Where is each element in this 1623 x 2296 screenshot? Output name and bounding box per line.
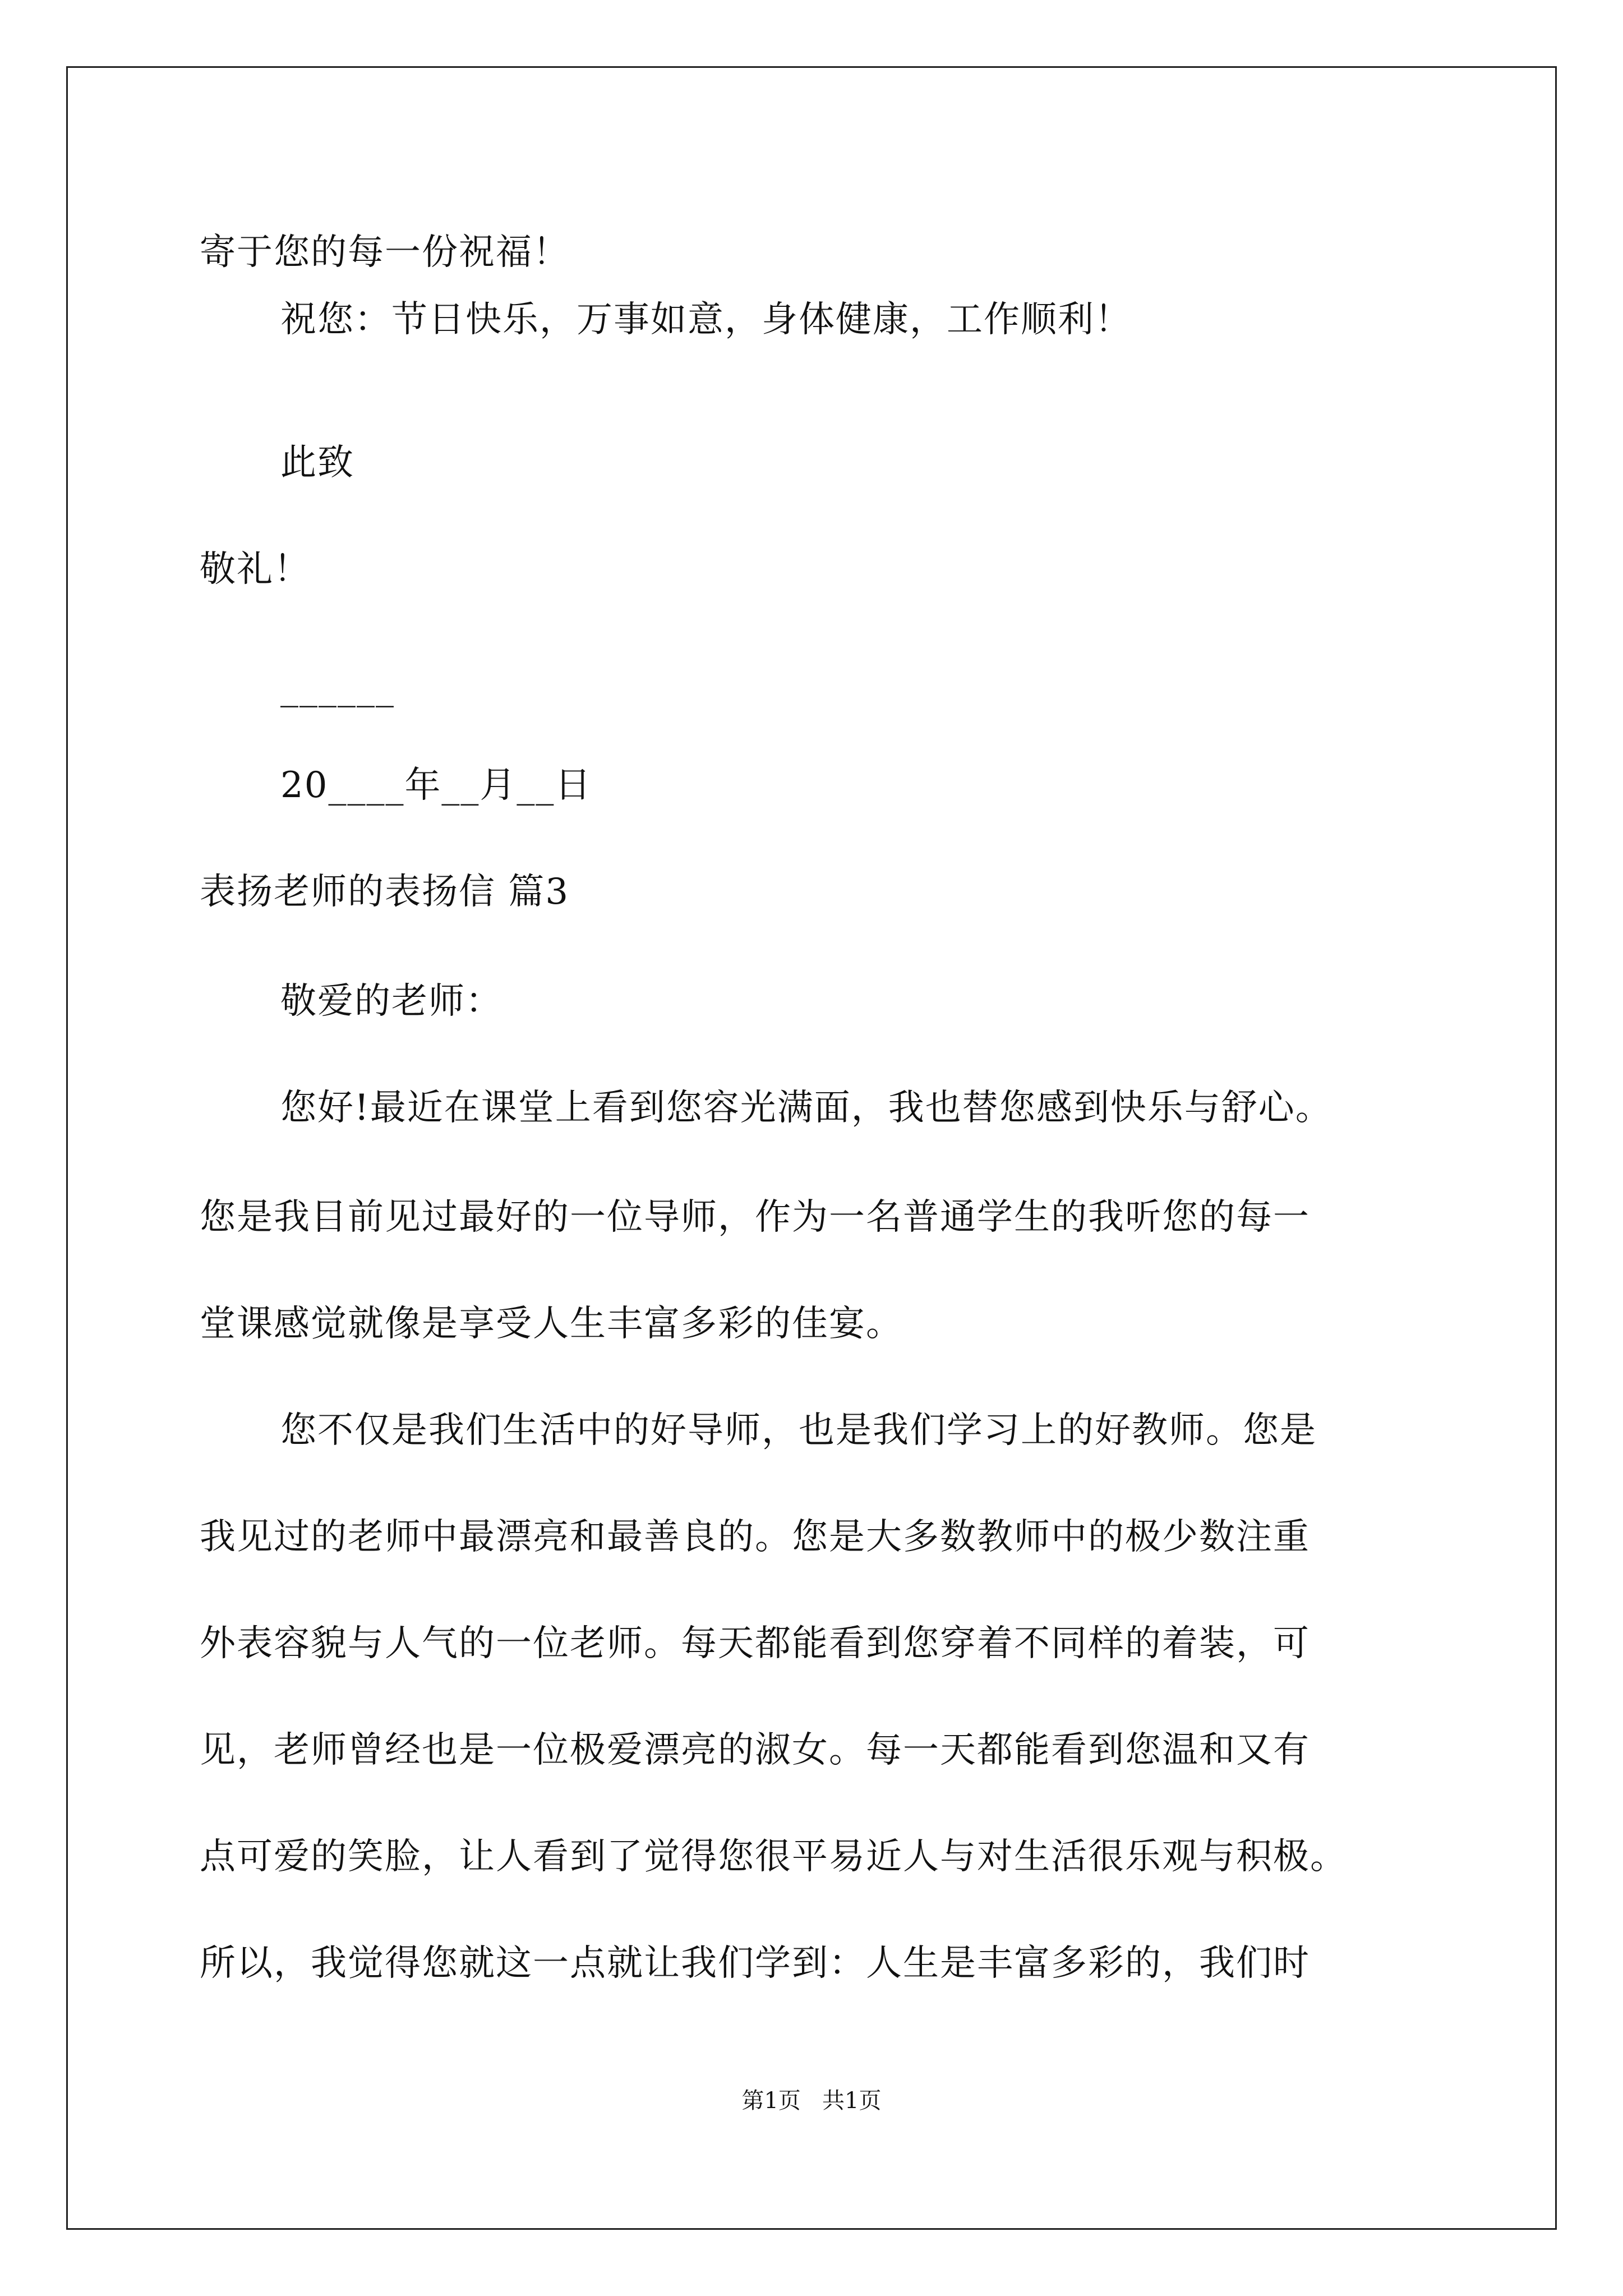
paragraph-line: 您好!最近在课堂上看到您容光满面，我也替您感到快乐与舒心。 <box>280 1087 1332 1129</box>
paragraph-line: 您不仅是我们生活中的好导师，也是我们学习上的好教师。您是 <box>280 1410 1317 1451</box>
paragraph-line: 点可爱的笑脸，让人看到了觉得您很平易近人与对生活很乐观与积极。 <box>200 1836 1347 1878</box>
text-line-wishes: 祝您：节日快乐，万事如意，身体健康，工作顺利！ <box>280 299 1132 341</box>
date-line: 20____年__月__日 <box>280 765 592 806</box>
text-line-jingli: 敬礼！ <box>200 549 311 590</box>
paragraph-line: 所以，我觉得您就这一点就让我们学到：人生是丰富多彩的，我们时 <box>200 1943 1310 1984</box>
paragraph-line: 外表容貌与人气的一位老师。每天都能看到您穿着不同样的着装，可 <box>200 1623 1310 1664</box>
text-line-cizhi: 此致 <box>280 442 354 484</box>
page-border <box>66 66 1557 2230</box>
section-heading: 表扬老师的表扬信 篇3 <box>200 871 570 913</box>
paragraph-line: 您是我目前见过最好的一位导师，作为一名普通学生的我听您的每一 <box>200 1197 1310 1238</box>
page-footer: 第1页 共1页 <box>741 2088 882 2114</box>
paragraph-line: 见，老师曾经也是一位极爱漂亮的淑女。每一天都能看到您温和又有 <box>200 1729 1310 1771</box>
salutation: 敬爱的老师： <box>280 981 502 1022</box>
paragraph-line: 我见过的老师中最漂亮和最善良的。您是大多数教师中的极少数注重 <box>200 1516 1310 1558</box>
text-line-closing-blessing: 寄于您的每一份祝福！ <box>200 232 570 273</box>
signature-blank: ______ <box>280 666 395 708</box>
paragraph-line: 堂课感觉就像是享受人生丰富多彩的佳宴。 <box>200 1303 903 1345</box>
